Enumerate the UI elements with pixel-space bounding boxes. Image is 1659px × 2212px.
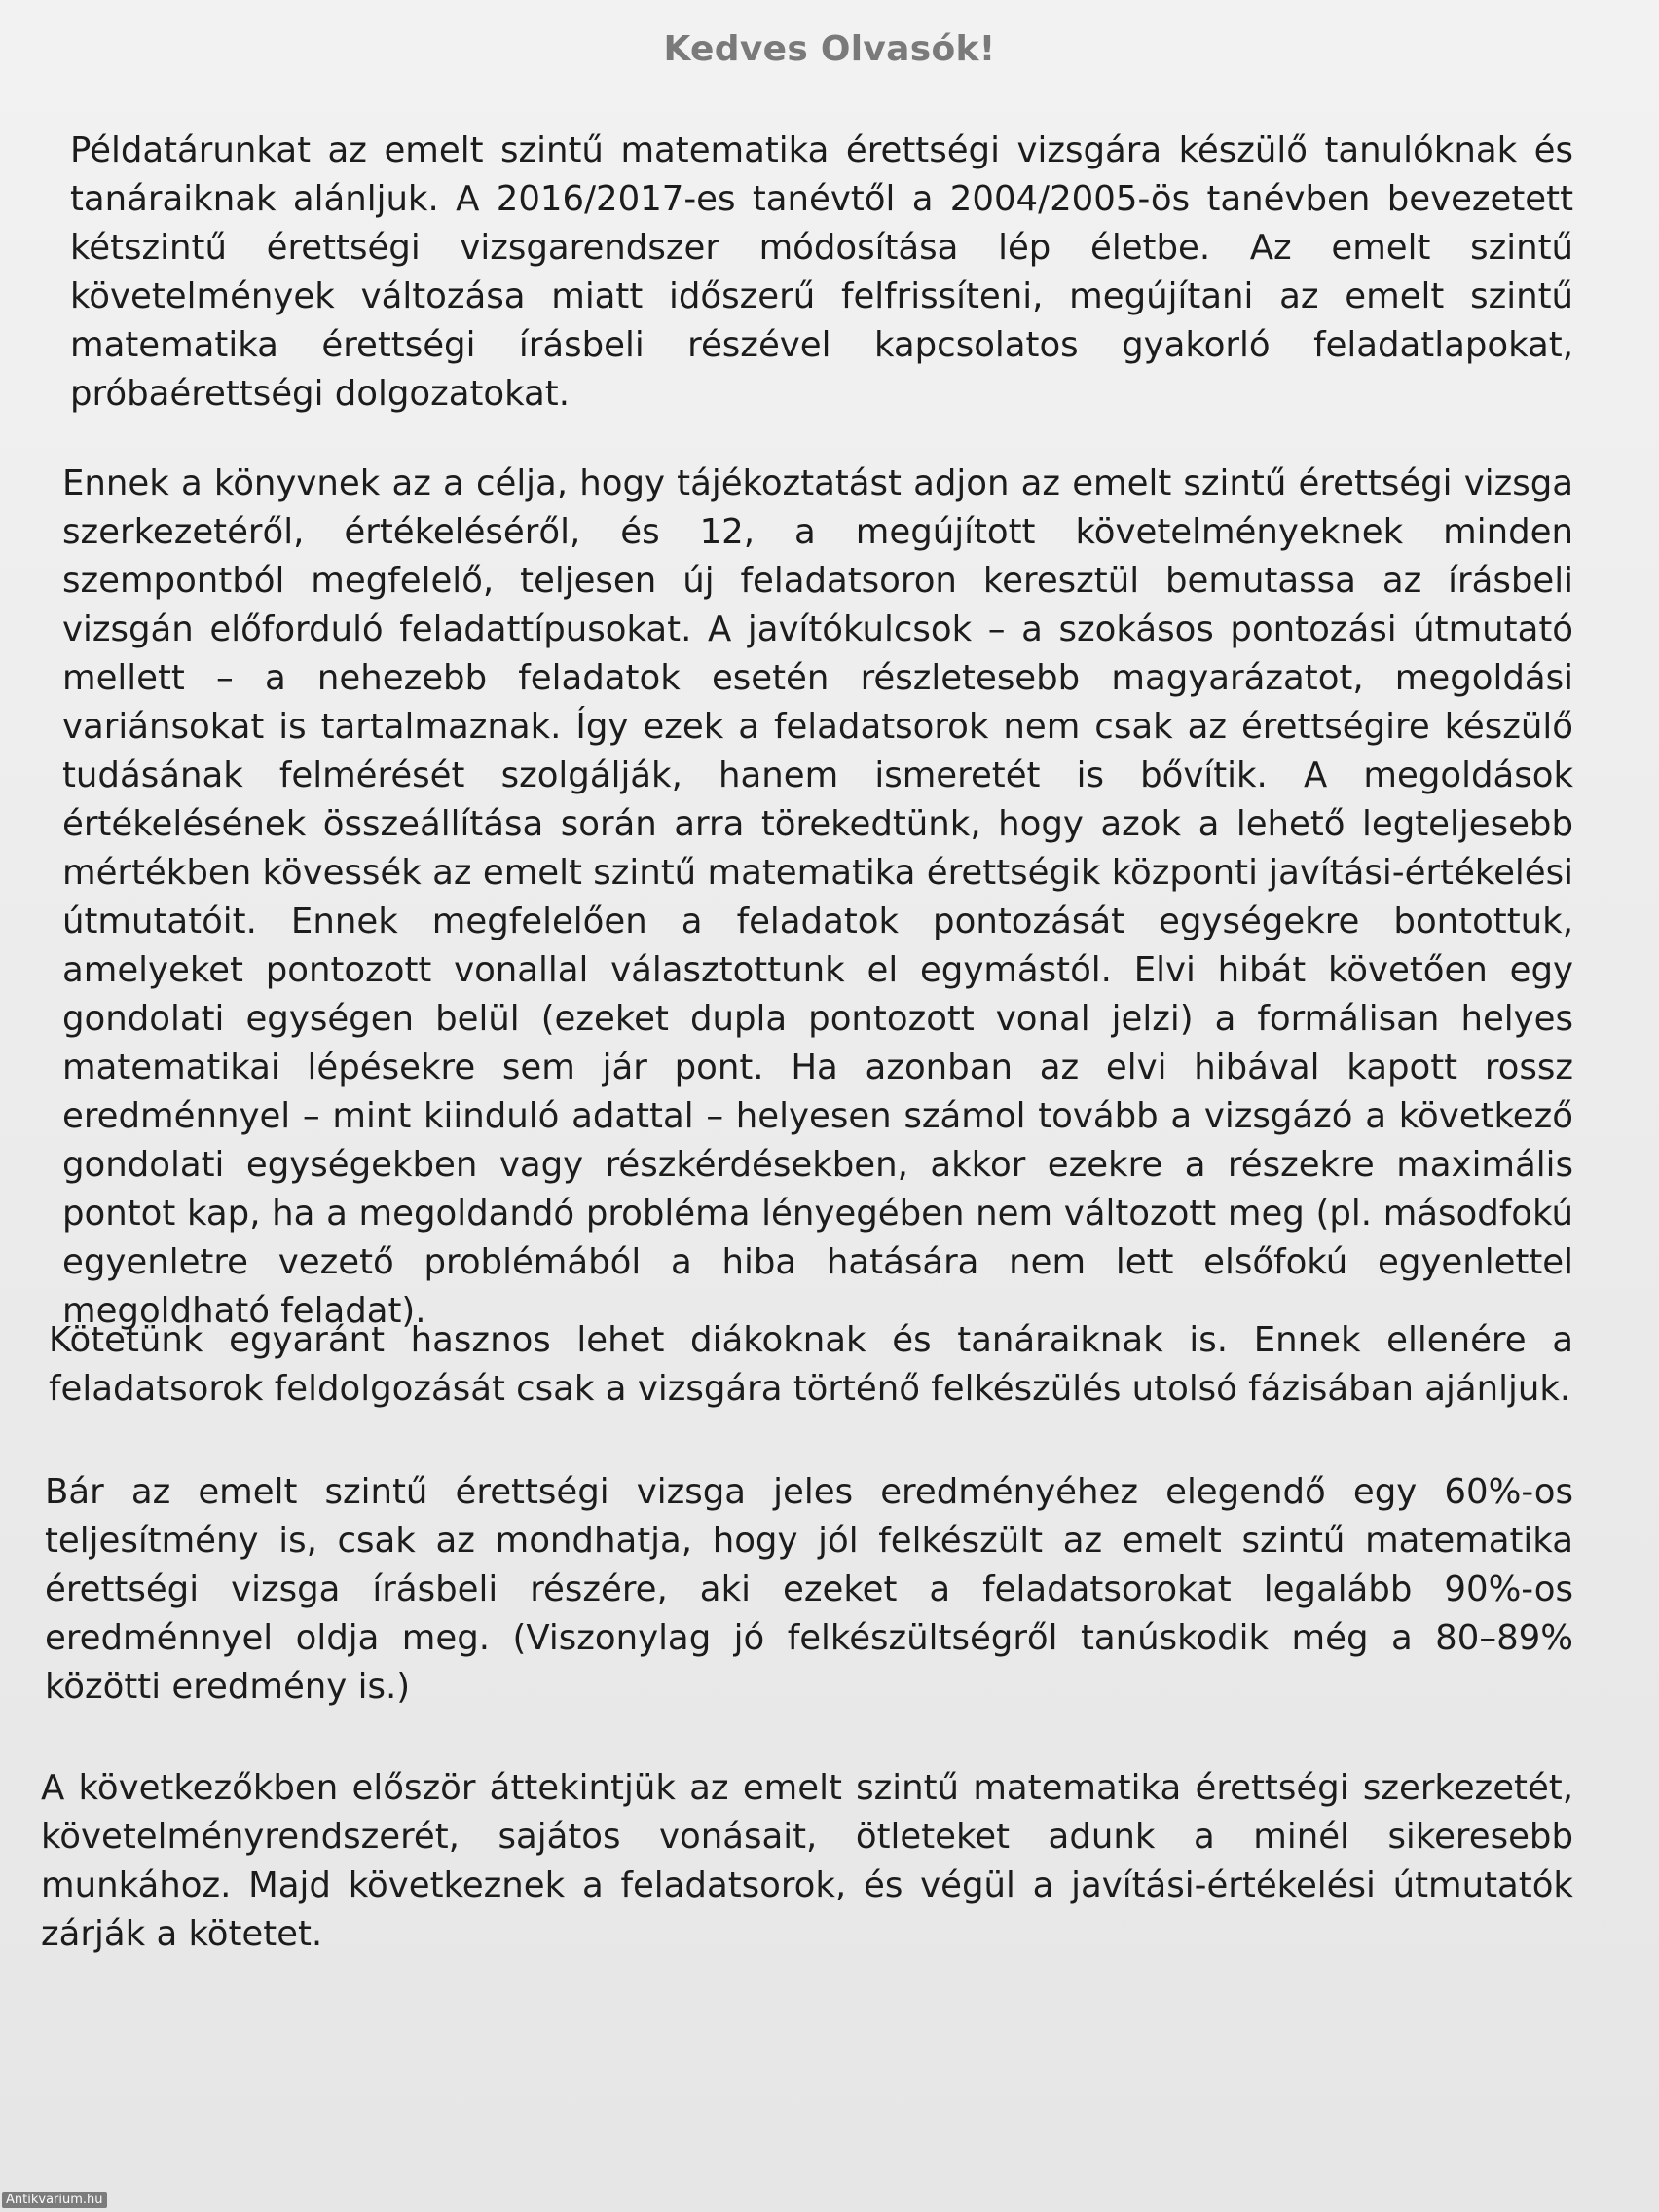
- page-title: Kedves Olvasók!: [663, 29, 996, 69]
- watermark-logo: Antikvarium.hu: [2, 2192, 107, 2208]
- paragraph-purpose: Ennek a könyvnek az a célja, hogy tájékoztatást adjon az emelt szintű érettségi vizsga szerkezetéről, értékeléséről, és 12, a megújított követelményeknek minden szempontból megfelelő, teljesen új feladatsoron keresztül bemutassa az írásbeli vizsgán előforduló feladattípusokat. A javítókulcsok – a szokásos pontozási útmutató mellett – a nehezebb feladatok esetén részletesebb magyarázatot, megoldási variánsokat is tartalmaznak. Így ezek a feladatsorok nem csak az érettségire készülő tudásának felmérését szolgálják, hanem ismeretét is bővítik. A megoldások értékelésének összeállítása során arra törekedtünk, hogy azok a lehető legteljesebb mértékben kövessék az emelt szintű matematika érettségik központi javítási-értékelési útmutatóit. Ennek megfelelően a feladatok pontozását egységekre bontottuk, amelyeket pontozott vonallal választottunk el egymástól. Elvi hibát követően egy gondolati egységen belül (ezeket dupla pontozott vonal jelzi) a formálisan helyes matematikai lépésekre sem jár pont. Ha azonban az elvi hibával kapott rossz eredménnyel – mint kiinduló adattal – helyesen számol tovább a vizsgázó a következő gondolati egységekben vagy részkérdésekben, akkor ezekre a részekre maximális pontot kap, ha a megoldandó probléma lényegében nem változott meg (pl. másodfokú egyenletre vezető problémából a hiba hatására nem lett elsőfokú egyenlettel megoldható feladat).: [62, 463, 1573, 1331]
- paragraph-intro: Példatárunkat az emelt szintű matematika érettségi vizsgára készülő tanulóknak és tanáraiknak alánljuk. A 2016/2017-es tanévtől a 2004/2005-ös tanévben bevezetett kétszintű érettségi vizsgarendszer módosítása lép életbe. Az emelt szintű követelmények változása miatt időszerű felfrissíteni, megújítani az emelt szintű matematika érettségi írásbeli részével kapcsolatos gyakorló feladatlapokat, próbaérettségi dolgozatokat.: [70, 130, 1573, 414]
- paragraph-overview: A következőkben először áttekintjük az emelt szintű matematika érettségi szerkezetét, követelményrendszerét, sajátos vonásait, ötleteket adunk a minél sikeresebb munkához. Majd következnek a feladatsorok, és végül a javítási-értékelési útmutatók zárják a kötetet.: [41, 1768, 1573, 1954]
- paragraph-usefulness: Kötetünk egyaránt hasznos lehet diákoknak és tanáraiknak is. Ennek ellenére a feladatsorok feldolgozását csak a vizsgára történő felkészülés utolsó fázisában ajánljuk.: [49, 1320, 1573, 1409]
- paragraph-results: Bár az emelt szintű érettségi vizsga jeles eredményéhez elegendő egy 60%-os teljesítmény is, csak az mondhatja, hogy jól felkészült az emelt szintű matematika érettségi vizsga írásbeli részére, aki ezeket a feladatsorokat legalább 90%-os eredménnyel oldja meg. (Viszonylag jó felkészültségről tanúskodik még a 80–89% közötti eredmény is.): [45, 1472, 1573, 1707]
